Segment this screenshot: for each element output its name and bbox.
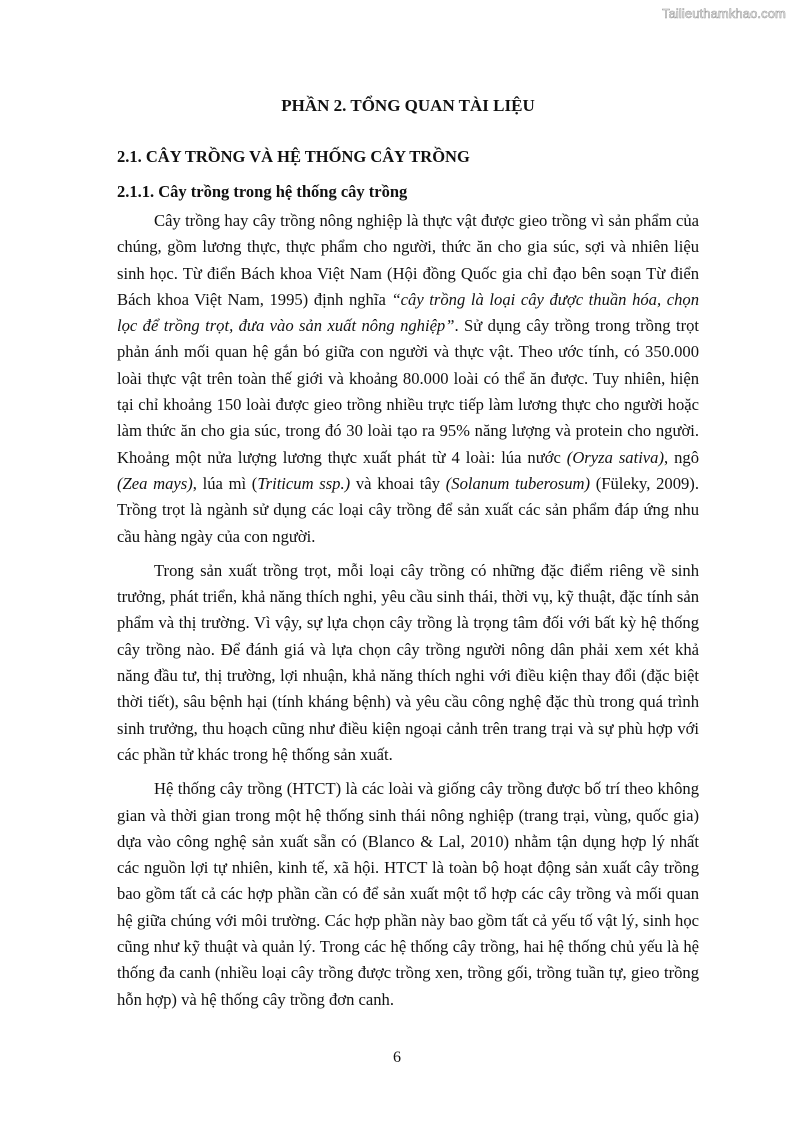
subsection-title: 2.1.1. Cây trồng trong hệ thống cây trồng <box>117 182 408 201</box>
watermark: Tailieuthamkhao.com <box>661 6 786 21</box>
document-body <box>117 93 699 1013</box>
species-name: (Solanum tuberosum) <box>445 473 591 493</box>
paragraph-2: Trong sản xuất trồng trọt, mỗi loại cây trồng có những đặc điểm riêng về sinh trưởng, phát triển, khả năng thích nghi, yêu cầu sinh thái, thời vụ, kỹ thuật, đặc tính sản phẩm và thị trường. Vì vậy, sự lựa chọn cây trồng là trọng tâm đối với bất kỳ hệ thống cây trồng nào. Để đánh giá và lựa chọn cây trồng người nông dân phải xem xét khả năng đầu tư, thị trường, lợi nhuận, khả năng thích nghi với điều kiện thay đổi (đặc biệt thời tiết), sâu bệnh hại (tính kháng bệnh) và yêu cầu công nghệ đặc thù trong quá trình sinh trưởng, thu hoạch cũng như điều kiện ngoại cảnh trên trang trại và sự phù hợp với các phần tử khác trong hệ thống sản xuất. <box>117 560 699 764</box>
paragraph-1-text: , ngô <box>664 447 699 467</box>
part-title: PHẦN 2. TỔNG QUAN TÀI LIỆU <box>281 96 535 115</box>
paragraph-1-text: . Sử dụng cây trồng trong trồng trọt phản ánh mối quan hệ gắn bó giữa con người và thực vật. Theo ước tính, có 350.000 loài thực vật trên toàn thế giới và khoảng 80.000 loài có thể ăn được. Tuy nhiên, hiện tại chỉ khoảng 150 loài được gieo trồng nhiều trực tiếp làm lương thực cho người hoặc làm thức ăn cho gia súc, trong đó 30 loài tạo ra 95% năng lượng và protein cho người. Khoảng một nửa lượng lương thực xuất phát từ 4 loài: lúa nước <box>117 316 700 467</box>
species-name: Triticum ssp.) <box>257 473 351 493</box>
paragraph-1-text: , lúa mì ( <box>192 473 258 493</box>
paragraph-3: Hệ thống cây trồng (HTCT) là các loài và giống cây trồng được bố trí theo không gian và thời gian trong một hệ thống sinh thái nông nghiệp (trang trại, vùng, quốc gia) dựa vào công nghệ sản xuất sẵn có (Blanco & Lal, 2010) nhằm tận dụng hợp lý nhất các nguồn lợi tự nhiên, kinh tế, xã hội. HTCT là toàn bộ hoạt động sản xuất cây trồng bao gồm tất cả các hợp phần cần có để sản xuất một tổ hợp các cây trồng và mối quan hệ giữa chúng với môi trường. Các hợp phần này bao gồm tất cả yếu tố vật lý, sinh học cũng như kỹ thuật và quản lý. Trong các hệ thống cây trồng, hai hệ thống chủ yếu là hệ thống đa canh (nhiều loại cây trồng được trồng xen, trồng gối, trồng tuần tự, gieo trồng hỗn hợp) và hệ thống cây trồng đơn canh. <box>117 779 699 1009</box>
paragraph-1-text: Cây trồng hay cây trồng nông nghiệp là thực vật được gieo trồng vì sản phẩm của chúng, gồm lương thực, thực phẩm cho người, thức ăn cho gia súc, sợi và nhiên liệu sinh học. Từ điển Bách khoa Việt Nam (Hội đồng Quốc gia chỉ đạo bên soạn Từ điển Bách khoa Việt Nam, 1995) định nghĩa <box>117 211 699 309</box>
paragraph-1 <box>117 208 699 550</box>
section-title: 2.1. CÂY TRỒNG VÀ HỆ THỐNG CÂY TRỒNG <box>117 147 470 166</box>
page-number: 6 <box>393 1049 401 1066</box>
paragraph-1-text: và khoai tây <box>350 473 446 493</box>
paragraph-1-text: (Füleky, 2009). Trồng trọt là ngành sử dụng các loại cây trồng để sản xuất các sản phẩm đáp ứng nhu cầu hàng ngày của con người. <box>117 473 699 546</box>
species-name: (Oryza sativa) <box>566 447 664 467</box>
definition-quote: “cây trồng là loại cây được thuần hóa, chọn lọc để trồng trọt, đưa vào sản xuất nông nghiệp” <box>117 289 699 336</box>
species-name: (Zea mays) <box>117 473 193 493</box>
